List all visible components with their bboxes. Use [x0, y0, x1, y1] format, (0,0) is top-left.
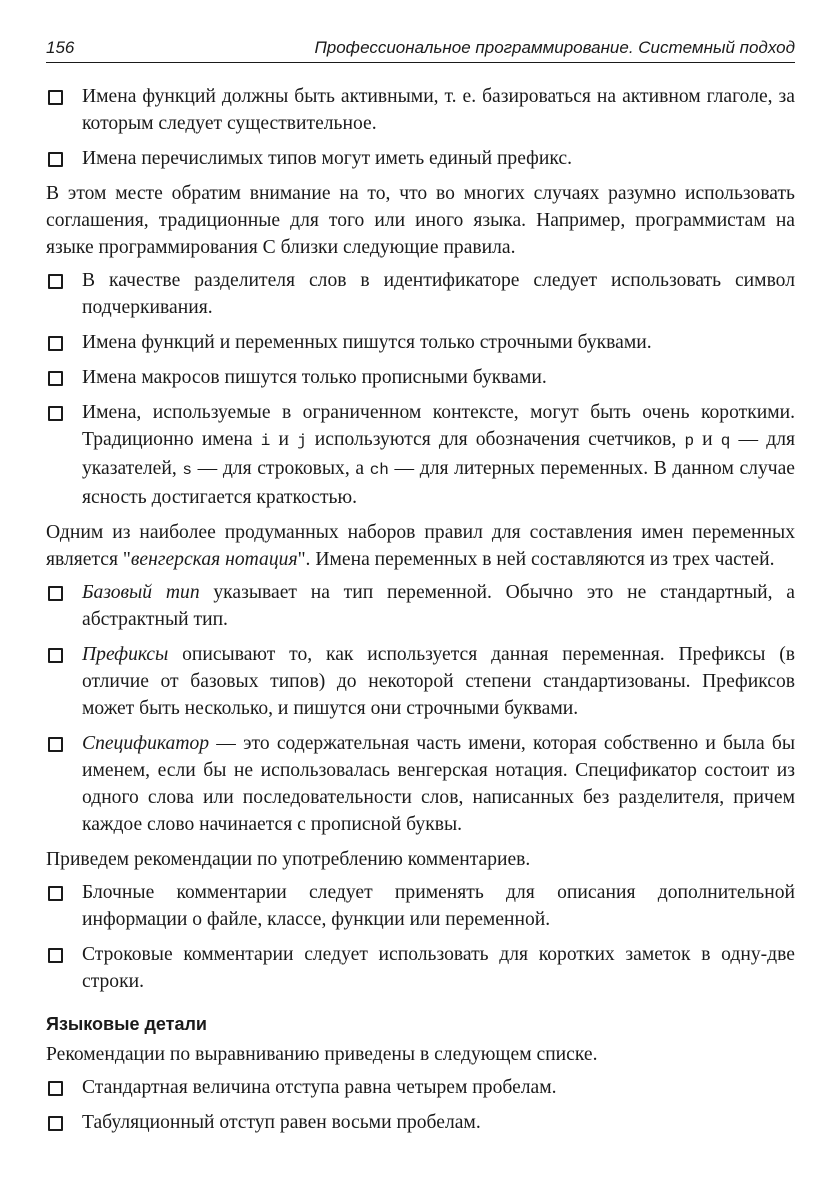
checkbox-bullet-icon	[46, 641, 82, 668]
code-name: q	[720, 432, 731, 450]
list-item	[46, 399, 795, 511]
text-run: — это содержательная часть имени, которая собственно и была бы именем, если бы не использовалась венгерская нотация. Спецификатор состоит из одного слова или последовательности слов, написанных без разделителя, причем каждое слово начинается с прописной буквы.	[82, 733, 795, 835]
list-item-text	[82, 399, 795, 511]
list-item	[46, 730, 795, 838]
list-item	[46, 83, 795, 137]
text-run: — для литерных переменных. В данном случае ясность достигается краткостью.	[82, 458, 795, 508]
paragraph	[46, 519, 795, 573]
text-run: — для строковых, а	[192, 458, 370, 479]
page-body	[46, 83, 795, 1136]
list-item	[46, 329, 795, 356]
checkbox-bullet-icon	[46, 879, 82, 906]
paragraph: В этом месте обратим внимание на то, что во многих случаях разумно использовать соглашения, традиционные для того или иного языка. Например, программистам на языке программирования С близки следующие правила.	[46, 183, 795, 258]
text-run: описывают то, как используется данная переменная. Префиксы (в отличие от базовых типов) до некоторой степени стандартизованы. Префиксов может быть несколько, и пишутся они строчными буквами.	[82, 644, 795, 719]
checkbox-bullet-icon	[46, 267, 82, 294]
checkbox-bullet-icon	[46, 1109, 82, 1136]
term: Префиксы	[82, 644, 169, 665]
checkbox-bullet-icon	[46, 941, 82, 968]
list-item-text: Блочные комментарии следует применять для описания дополнительной информации о файле, классе, функции или переменной.	[82, 882, 795, 930]
list-item	[46, 1109, 795, 1136]
list-item-text: В качестве разделителя слов в идентификаторе следует использовать символ подчеркивания.	[82, 270, 795, 318]
list-item-text: Стандартная величина отступа равна четырем пробелам.	[82, 1077, 557, 1098]
code-name: j	[297, 432, 307, 450]
list-item	[46, 145, 795, 172]
term: Спецификатор	[82, 733, 210, 754]
text-run: — для указателей,	[82, 429, 795, 479]
text-run: ". Имена переменных в ней составляются из трех частей.	[297, 549, 775, 570]
section-heading: Языковые детали	[46, 1014, 207, 1034]
page-header	[46, 38, 795, 63]
running-title: Профессиональное программирование. Системный подход	[314, 38, 795, 57]
checkbox-bullet-icon	[46, 1074, 82, 1101]
code-name: s	[182, 461, 192, 479]
checkbox-bullet-icon	[46, 364, 82, 391]
code-name: ch	[369, 461, 389, 479]
list-item-text	[82, 730, 795, 838]
checkbox-bullet-icon	[46, 730, 82, 757]
term: Базовый тип	[82, 582, 200, 603]
checkbox-bullet-icon	[46, 399, 82, 426]
checkbox-bullet-icon	[46, 329, 82, 356]
text-run: используются для обозначения счетчиков,	[306, 429, 685, 450]
list-item-text: Строковые комментарии следует использовать для коротких заметок в одну-две строки.	[82, 944, 795, 992]
list-item-text: Табуляционный отступ равен восьми пробелам.	[82, 1112, 481, 1133]
text-run: и	[694, 429, 721, 450]
list-item	[46, 364, 795, 391]
list-item	[46, 641, 795, 722]
list-item	[46, 1074, 795, 1101]
list-item-text	[82, 641, 795, 722]
code-name: p	[684, 432, 695, 450]
paragraph: Приведем рекомендации по употреблению комментариев.	[46, 849, 531, 870]
text-run: Одним из наиболее продуманных наборов правил для составления имен переменных является "	[46, 522, 795, 570]
list-item-text: Имена макросов пишутся только прописными буквами.	[82, 367, 547, 388]
text-run: и	[270, 429, 298, 450]
page-number: 156	[46, 38, 75, 57]
list-item-text: Имена функций должны быть активными, т. е. базироваться на активном глаголе, за которым следует существительное.	[82, 86, 795, 134]
paragraph: Рекомендации по выравниванию приведены в следующем списке.	[46, 1044, 598, 1065]
checkbox-bullet-icon	[46, 83, 82, 110]
checkbox-bullet-icon	[46, 145, 82, 172]
list-item-text: Имена функций и переменных пишутся только строчными буквами.	[82, 332, 652, 353]
text-run: указывает на тип переменной. Обычно это не стандартный, а абстрактный тип.	[82, 582, 795, 630]
text-run: Имена, используемые в ограниченном контексте, могут быть очень короткими. Традиционно имена	[82, 402, 795, 450]
list-item	[46, 879, 795, 933]
list-item	[46, 267, 795, 321]
list-item-text	[82, 579, 795, 633]
list-item-text: Имена перечислимых типов могут иметь единый префикс.	[82, 148, 572, 169]
list-item	[46, 941, 795, 995]
code-name: i	[260, 432, 271, 450]
checkbox-bullet-icon	[46, 579, 82, 606]
emphasis: венгерская нотация	[130, 549, 298, 570]
list-item	[46, 579, 795, 633]
